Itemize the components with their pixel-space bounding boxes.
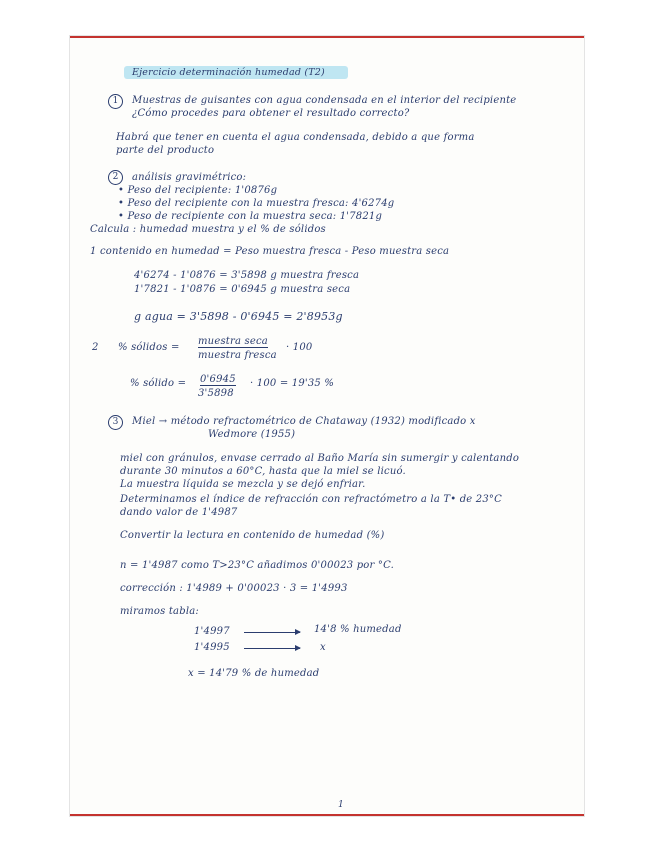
s2-bullet-1: • Peso del recipiente: 1'0876g — [118, 185, 278, 196]
s2-moisture-formula: 1 contenido en humedad = Peso muestra fresca - Peso muestra seca — [90, 246, 450, 257]
s3-text-line-5: dando valor de 1'4987 — [120, 507, 238, 518]
page-number: 1 — [338, 800, 344, 810]
notebook-page — [70, 36, 584, 816]
s2-solids-multiplier: · 100 — [286, 342, 313, 353]
s2-result-lhs: % sólido = — [130, 378, 187, 389]
s2-solids-denominator: muestra fresca — [198, 350, 277, 361]
s2-result-denominator: 3'5898 — [198, 388, 234, 399]
s2-result-numerator: 0'6945 — [200, 374, 236, 385]
s1-answer-line-1: Habrá que tener en cuenta el agua condensada, debido a que forma — [116, 132, 475, 143]
s3-table-row-1-index: 1'4997 — [194, 626, 230, 637]
s1-question-line-2: ¿Cómo procedes para obtener el resultado correcto? — [132, 108, 410, 119]
s3-method-line-2: Wedmore (1955) — [208, 429, 296, 440]
s2-result-value: · 100 = 19'35 % — [250, 378, 335, 389]
s3-final-result: x = 14'79 % de humedad — [188, 668, 320, 679]
s3-refraction-index: n = 1'4987 como T>23°C añadimos 0'00023 por °C. — [120, 560, 394, 571]
s2-solids-numerator: muestra seca — [198, 336, 268, 347]
s2-heading: análisis gravimétrico: — [132, 172, 247, 183]
section-3-number: 3 — [108, 415, 123, 430]
s1-answer-line-2: parte del producto — [116, 145, 215, 156]
s2-bullet-3: • Peso de recipiente con la muestra seca: 1'7821g — [118, 211, 383, 222]
s2-bullet-2: • Peso del recipiente con la muestra fresca: 4'6274g — [118, 198, 395, 209]
s2-water-calc: g agua = 3'5898 - 0'6945 = 2'8953g — [134, 310, 343, 323]
s2-item-2-number: 2 — [92, 342, 99, 353]
s1-question-line-1: Muestras de guisantes con agua condensada en el interior del recipiente — [132, 95, 517, 106]
s3-table-note: miramos tabla: — [120, 606, 199, 617]
s3-table-row-2-index: 1'4995 — [194, 642, 230, 653]
s3-correction: corrección : 1'4989 + 0'00023 · 3 = 1'4993 — [120, 583, 348, 594]
s2-dry-sample-calc: 1'7821 - 1'0876 = 0'6945 g muestra seca — [134, 284, 351, 295]
s2-solids-lhs: % sólidos = — [118, 342, 180, 353]
s3-text-line-6: Convertir la lectura en contenido de humedad (%) — [120, 530, 385, 541]
s2-fresh-sample-calc: 4'6274 - 1'0876 = 3'5898 g muestra fresca — [134, 270, 360, 281]
s3-text-line-1: miel con gránulos, envase cerrado al Baño María sin sumergir y calentando — [120, 453, 520, 464]
s3-text-line-3: La muestra líquida se mezcla y se dejó enfriar. — [120, 479, 366, 490]
arrow-icon — [244, 648, 300, 649]
s3-table-row-2-value: x — [320, 642, 326, 653]
arrow-icon — [244, 632, 300, 633]
s2-calc-instruction: Calcula : humedad muestra y el % de sólidos — [90, 224, 326, 235]
page-title: Ejercicio determinación humedad (T2) — [132, 67, 325, 78]
s3-text-line-4: Determinamos el índice de refracción con refractómetro a la T• de 23°C — [120, 494, 502, 505]
s3-text-line-2: durante 30 minutos a 60°C, hasta que la miel se licuó. — [120, 466, 406, 477]
section-1-number: 1 — [108, 94, 123, 109]
section-2-number: 2 — [108, 170, 123, 185]
s3-table-row-1-value: 14'8 % humedad — [314, 624, 402, 635]
s3-method-line-1: Miel → método refractométrico de Chataway (1932) modificado x — [132, 416, 476, 427]
